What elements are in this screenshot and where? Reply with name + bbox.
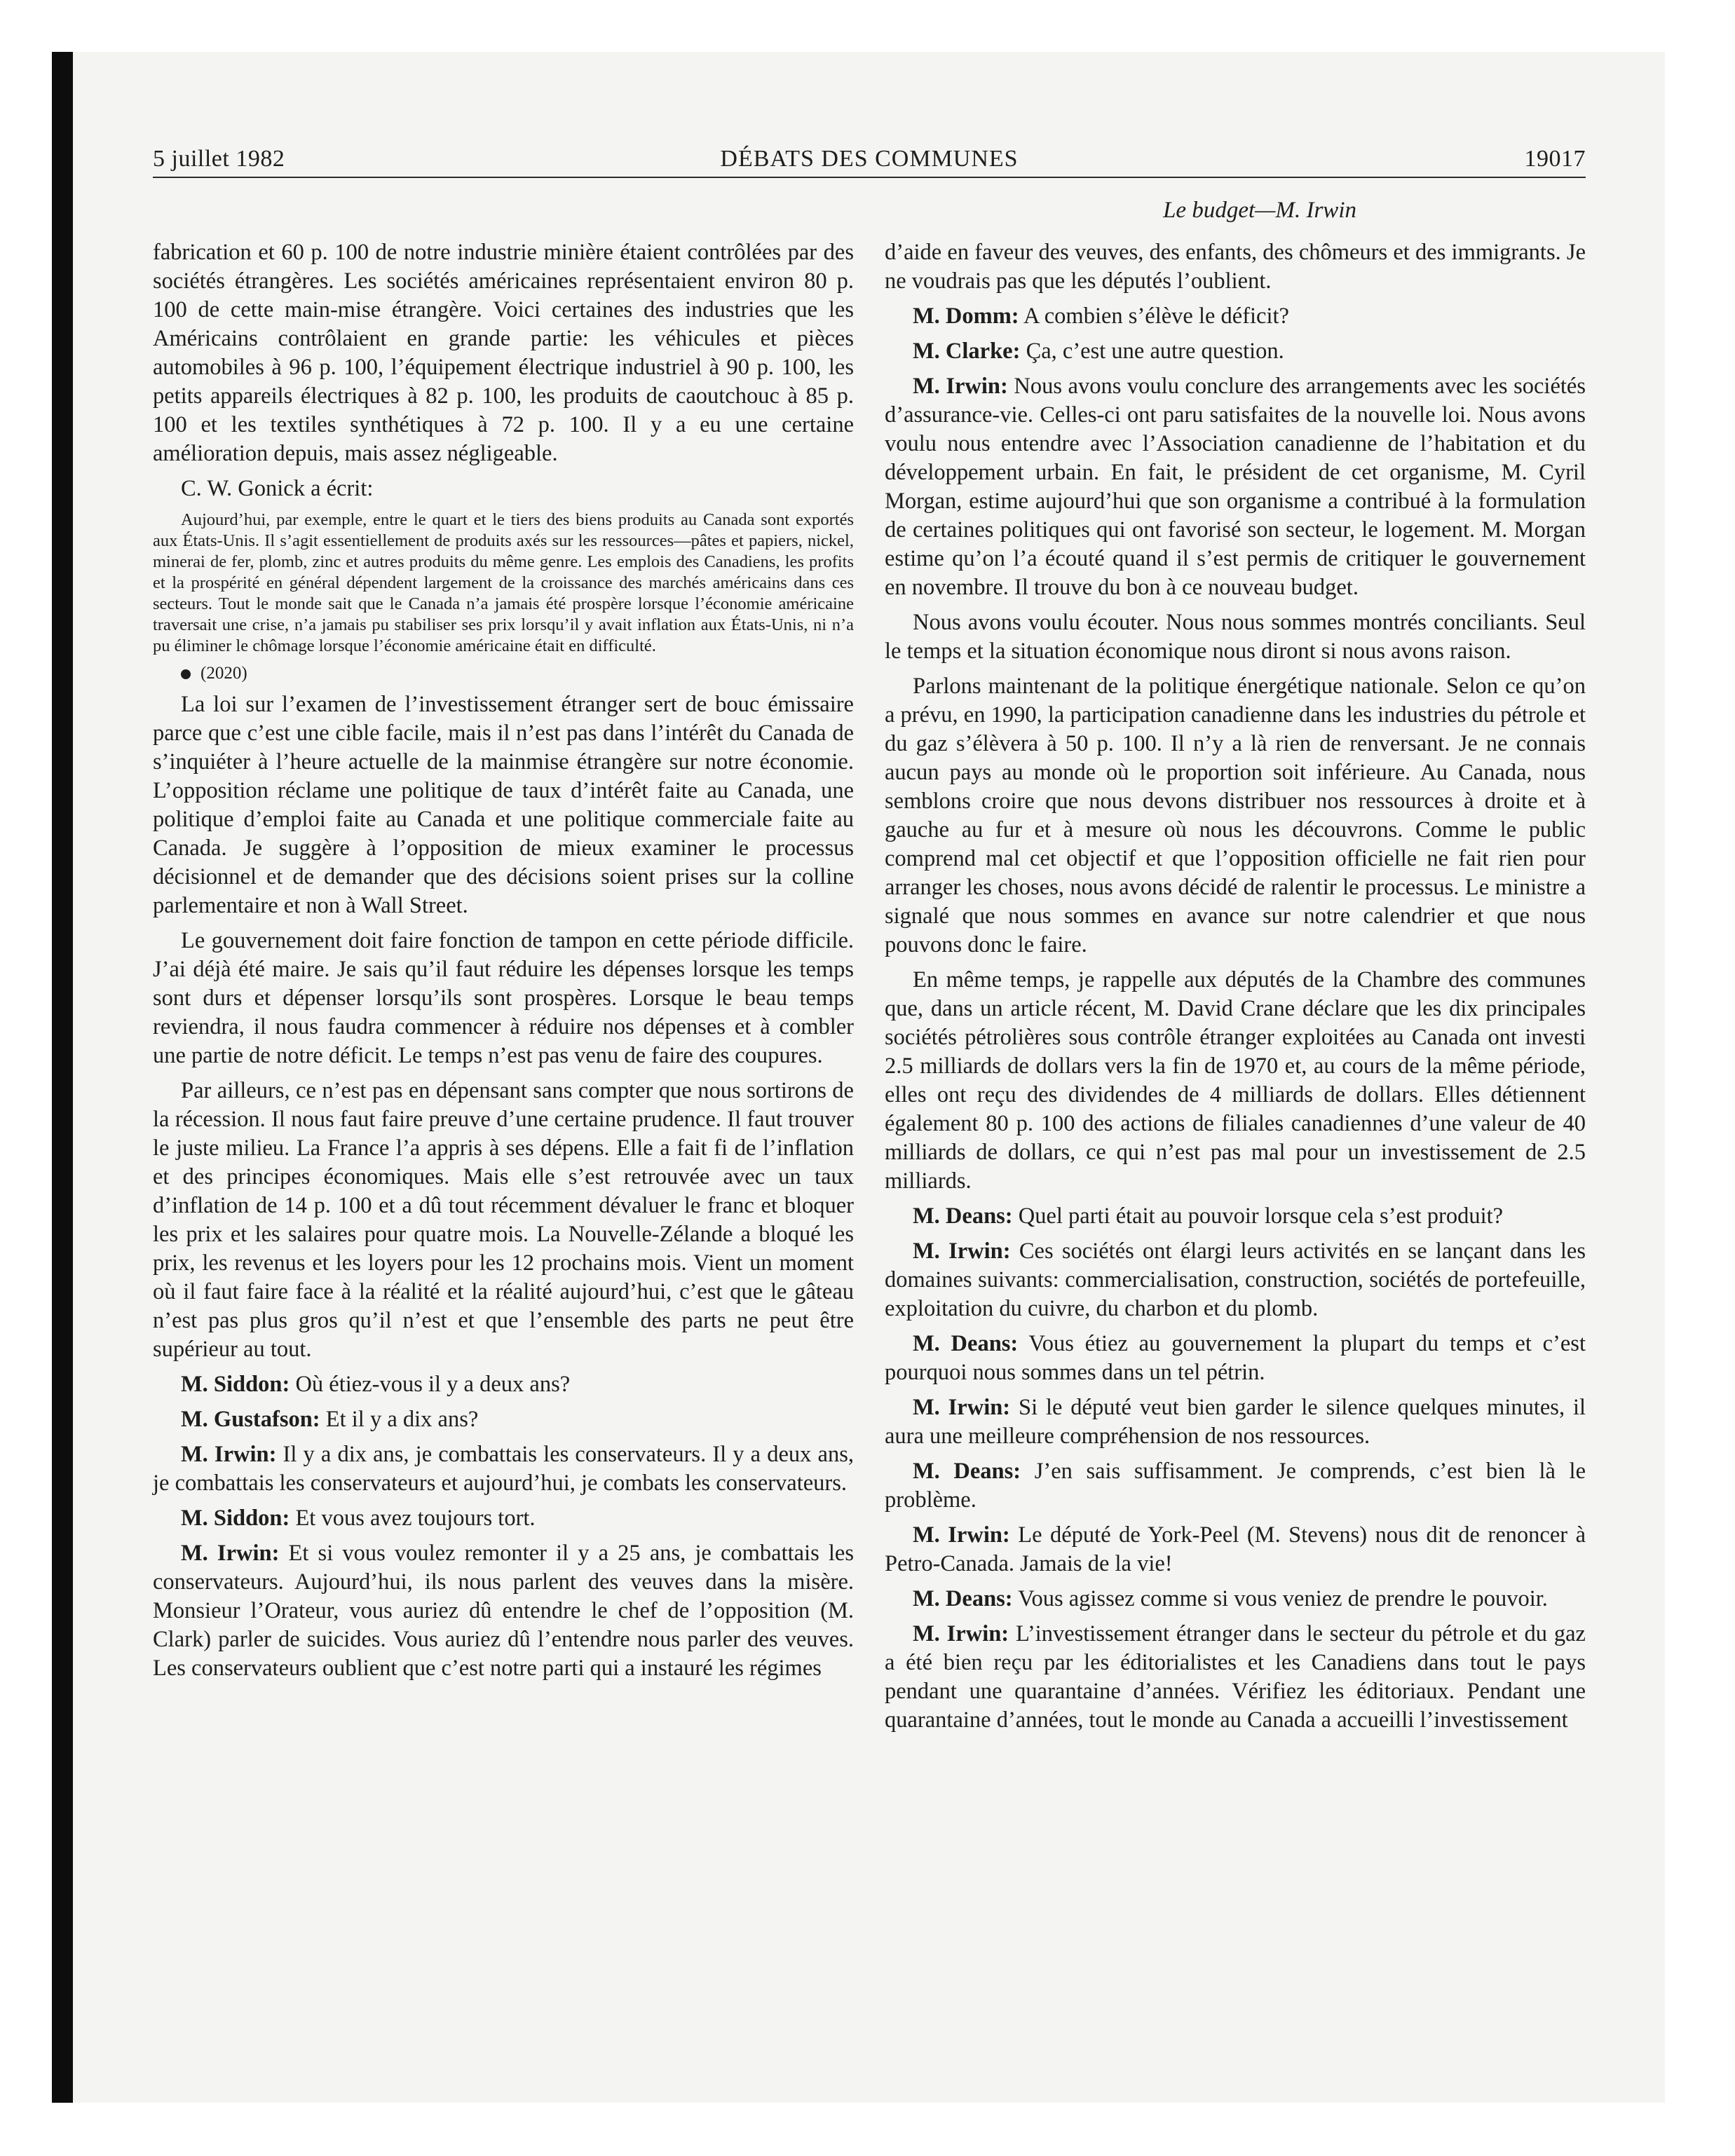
header-page-number: 19017 xyxy=(1524,146,1586,172)
speech-text: Nous avons voulu conclure des arrangements avec les sociétés d’assurance-vie. Celles-ci ont paru satisfaites de la nouvelle loi. Nous avons voulu nous entendre avec l’Association canadienne de l’habitation et du développement urbain. En fait, le président de cet organisme, M. Cyril Morgan, estime aujourd’hui que son organisme a contribué à la formulation de certaines politiques qui ont favorisé son secteur, le logement. M. Morgan estime qu’on l’a écouté quand il s’est permis de critiquer le gouvernement en novembre. Il trouve du bon à ce nouveau budget. xyxy=(885,374,1586,600)
speech xyxy=(885,302,1586,331)
speech xyxy=(885,372,1586,602)
paragraph: En même temps, je rappelle aux députés de la Chambre des communes que, dans un article récent, M. David Crane déclare que les dix principales sociétés pétrolières sous contrôle étranger exploitées au Canada ont investi 2.5 milliards de dollars vers la fin de 1970 et, au cours de la même période, elles ont reçu des dividendes de 4 milliards de dollars. Elles détiennent également 80 p. 100 des actions de filiales canadiennes d’une valeur de 40 milliards de dollars, ce qui n’est pas mal pour un investissement de 2.5 milliards. xyxy=(885,967,1586,1194)
speech-text: Quel parti était au pouvoir lorsque cela s’est produit? xyxy=(1012,1203,1504,1229)
paragraph: fabrication et 60 p. 100 de notre industrie minière étaient contrôlées par des sociétés étrangères. Les sociétés américaines représentaient environ 80 p. 100 de cette main-mise étrangère. Voici certaines des industries que les Américains contrôlaient en grande partie: les véhicules et pièces automobiles à 96 p. 100, l’équipement électrique industriel à 90 p. 100, les petits appareils électriques à 82 p. 100, les produits de caoutchouc à 85 p. 100 et les textiles synthétiques à 72 p. 100. Il y a eu une certaine amélioration depuis, mais assez négligeable. xyxy=(153,240,854,466)
speech-text: Où étiez-vous il y a deux ans? xyxy=(290,1372,571,1397)
speech xyxy=(153,1504,854,1533)
speech-text: Vous agissez comme si vous veniez de prendre le pouvoir. xyxy=(1012,1586,1548,1611)
speaker-name: M. Deans: xyxy=(913,1459,1021,1484)
speech xyxy=(885,1202,1586,1231)
speech-text: Il y a dix ans, je combattais les conservateurs. Il y a deux ans, je combattais les conservateurs et aujourd’hui, je combats les conservateurs. xyxy=(153,1442,854,1496)
speech xyxy=(885,1237,1586,1323)
speech xyxy=(885,1585,1586,1613)
speech xyxy=(885,337,1586,366)
speaker-name: M. Irwin: xyxy=(913,1239,1011,1264)
paragraph: La loi sur l’examen de l’investissement étranger sert de bouc émissaire parce que c’est une cible facile, mais il n’est pas dans l’intérêt du Canada de s’inquiéter à l’heure actuelle de la mainmise étrangère sur notre économie. L’opposition réclame une politique de taux d’intérêt faite au Canada, une politique d’emploi faite au Canada et une politique commerciale faite au Canada. Je suggère à l’opposition de mieux examiner le processus décisionnel et de demander que des décisions soient prises sur la colline parlementaire et non à Wall Street. xyxy=(153,692,854,918)
speech-text: Vous étiez au gouvernement la plupart du temps et c’est pourquoi nous sommes dans un tel pétrin. xyxy=(885,1331,1586,1385)
speaker-name: M. Irwin: xyxy=(913,1395,1011,1420)
paragraph: d’aide en faveur des veuves, des enfants, des chômeurs et des immigrants. Je ne voudrais pas que les députés l’oublient. xyxy=(885,240,1586,294)
speech-text: Si le député veut bien garder le silence quelques minutes, il aura une meilleure compréhension de nos ressources. xyxy=(885,1395,1586,1449)
speaker-name: M. Deans: xyxy=(913,1203,1013,1229)
header-rule xyxy=(153,177,1586,178)
speaker-name: M. Irwin: xyxy=(181,1442,277,1467)
speaker-name: M. Domm: xyxy=(913,303,1019,329)
paragraph: C. W. Gonick a écrit: xyxy=(181,476,374,501)
speaker-name: M. Deans: xyxy=(913,1586,1013,1611)
speech-text: J’en sais suffisamment. Je comprends, c’est bien là le problème. xyxy=(885,1459,1586,1513)
block-quote: Aujourd’hui, par exemple, entre le quart et le tiers des biens produits au Canada sont exportés aux États-Unis. Il s’agit essentiellement de produits axés sur les ressources—pâtes et papiers, nickel, minerai de fer, plomb, zinc et autres produits du même genre. Les emplois des Canadiens, les profits et la prospérité en général dépendent largement de la croissance des marchés américains dans ces secteurs. Tout le monde sait que le Canada n’a jamais été prospère lorsque l’économie américaine traversait une crise, n’a jamais pu stabiliser ses prix lorsqu’il y avait inflation aux États-Unis, ni n’a pu éliminer le chômage lorsque l’économie américaine était en difficulté. xyxy=(153,510,854,655)
speech xyxy=(885,1330,1586,1387)
paragraph: Par ailleurs, ce n’est pas en dépensant sans compter que nous sortirons de la récession. Il nous faut faire preuve d’une certaine prudence. Il faut trouver le juste milieu. La France l’a appris à ses dépens. Elle a fait fi de l’inflation et des principes économiques. Mais elle s’est retrouvée avec un taux d’inflation de 14 p. 100 et a dû tout récemment dévaluer le franc et bloquer les prix et les salaires pour quatre mois. La Nouvelle-Zélande a bloqué les prix, les revenus et les loyers pour les 12 prochains mois. Vient un moment où il faut faire face à la réalité et la réalité aujourd’hui, c’est que le gâteau n’est pas plus gros qu’il n’est et que l’ensemble des parts ne peut être supérieur au tout. xyxy=(153,1078,854,1362)
speaker-name: M. Irwin: xyxy=(913,374,1008,399)
speech xyxy=(885,1620,1586,1735)
time-marker xyxy=(153,663,854,684)
speech xyxy=(153,1370,854,1399)
speech-text: A combien s’élève le déficit? xyxy=(1019,303,1289,329)
speaker-name: M. Siddon: xyxy=(181,1506,290,1531)
bullet-icon xyxy=(181,669,191,679)
speaker-name: M. Gustafson: xyxy=(181,1407,320,1432)
speech xyxy=(153,1539,854,1683)
paragraph: Parlons maintenant de la politique énergétique nationale. Selon ce qu’on a prévu, en 1990, la participation canadienne dans les industries du pétrole et du gaz s’élèvera à 50 p. 100. Il n’y a là rien de renversant. Je ne connais aucun pays au monde où le proportion soit inférieure. Au Canada, nous semblons croire que nous devons distribuer nos ressources à droite et à gauche au fur et à mesure où nous les découvrons. Comme le public comprend mal cet objectif et que l’opposition officielle ne fait rien pour arranger les choses, nous avons décidé de ralentir le processus. Le ministre a signalé que nous sommes en avance sur notre calendrier et que nous pouvons donc le faire. xyxy=(885,674,1586,957)
speech-text: Et vous avez toujours tort. xyxy=(290,1506,536,1531)
paragraph: Nous avons voulu écouter. Nous nous sommes montrés conciliants. Seul le temps et la situation économique nous diront si nous avons raison. xyxy=(885,610,1586,664)
speech xyxy=(153,1405,854,1434)
header-title: DÉBATS DES COMMUNES xyxy=(720,146,1019,172)
speech-text: L’investissement étranger dans le secteur du pétrole et du gaz a été bien reçu par les éditorialistes et les Canadiens dans tout le pays pendant une quarantaine d’années. Vérifiez les éditoriaux. Pendant une quarantaine d’années, tout le monde au Canada a accueilli l’investissement xyxy=(885,1621,1586,1733)
right-column xyxy=(885,238,1586,1741)
left-column xyxy=(153,238,854,1689)
speech xyxy=(885,1521,1586,1578)
speech xyxy=(885,1457,1586,1515)
running-head: Le budget—M. Irwin xyxy=(1163,198,1356,223)
speech-text: Le député de York-Peel (M. Stevens) nous dit de renoncer à Petro-Canada. Jamais de la vie! xyxy=(885,1522,1586,1576)
binding-edge xyxy=(52,52,73,2103)
speaker-name: M. Irwin: xyxy=(181,1541,280,1566)
speech-text: Ça, c’est une autre question. xyxy=(1020,339,1284,364)
speech xyxy=(885,1393,1586,1451)
header-date: 5 juillet 1982 xyxy=(153,146,285,172)
speech xyxy=(153,1440,854,1498)
time-marker-text: (2020) xyxy=(200,664,247,683)
speaker-name: M. Deans: xyxy=(913,1331,1019,1356)
speech-text: Ces sociétés ont élargi leurs activités en se lançant dans les domaines suivants: commercialisation, construction, sociétés de portefeuille, exploitation du cuivre, du charbon et du plomb. xyxy=(885,1239,1586,1321)
speaker-name: M. Irwin: xyxy=(913,1621,1009,1646)
speaker-name: M. Clarke: xyxy=(913,339,1021,364)
speaker-name: M. Siddon: xyxy=(181,1372,290,1397)
speech-text: Et si vous voulez remonter il y a 25 ans, je combattais les conservateurs. Aujourd’hui, ils nous parlent des veuves dans la misère. Monsieur l’Orateur, vous auriez dû entendre le chef de l’opposition (M. Clark) parler de suicides. Vous auriez dû l’entendre nous parler des veuves. Les conservateurs oublient que c’est notre parti qui a instauré les régimes xyxy=(153,1541,854,1681)
speaker-name: M. Irwin: xyxy=(913,1522,1010,1548)
speech-text: Et il y a dix ans? xyxy=(320,1407,479,1432)
page-header xyxy=(153,146,1586,179)
paragraph: Le gouvernement doit faire fonction de tampon en cette période difficile. J’ai déjà été maire. Je sais qu’il faut réduire les dépenses lorsque les temps sont durs et dépenser lorsqu’ils sont prospères. Lorsque le beau temps reviendra, il nous faudra commencer à réduire nos dépenses et à combler une partie de notre déficit. Le temps n’est pas venu de faire des coupures. xyxy=(153,928,854,1068)
